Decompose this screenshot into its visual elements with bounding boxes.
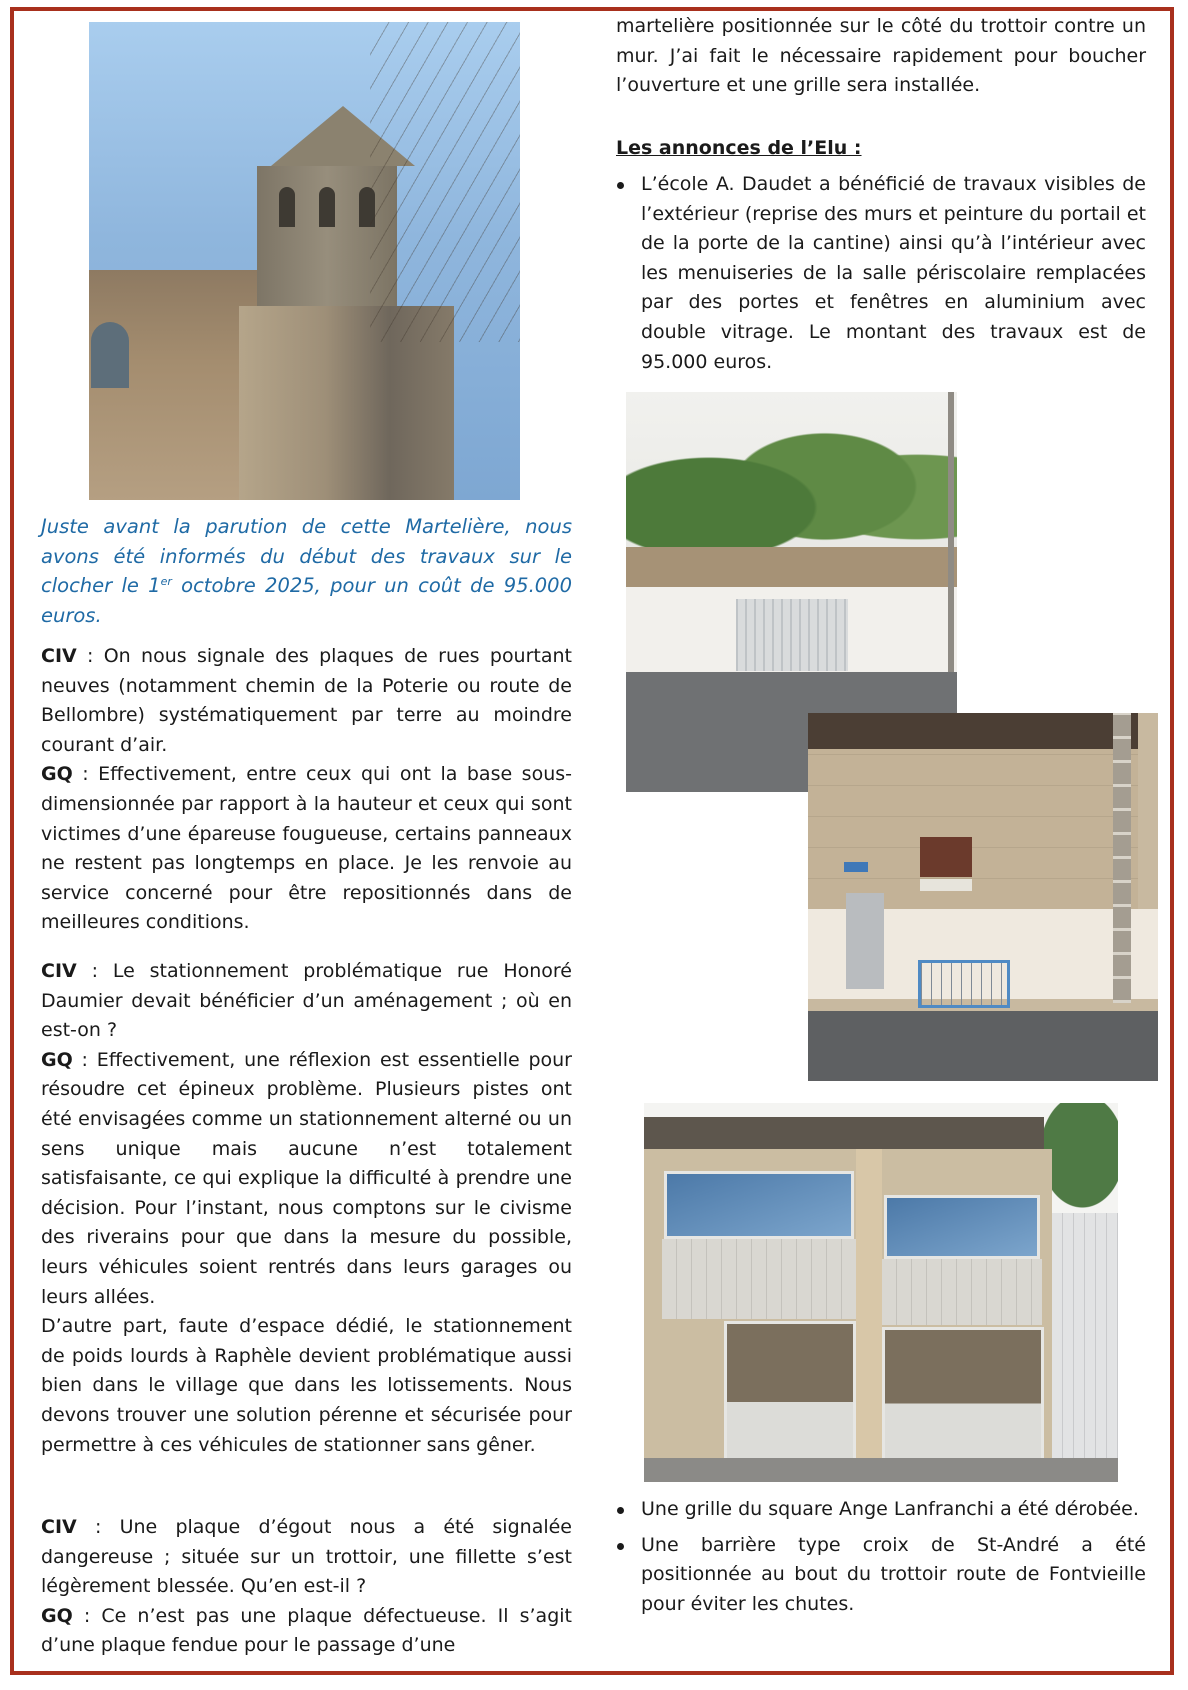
announcement-item: Une barrière type croix de St-André a été positionnée au bout du trottoir route de Fontvieille pour éviter les chutes. [616, 1531, 1146, 1620]
clocher-works-note [41, 512, 572, 630]
question-paragraph [41, 957, 572, 1046]
grey-door [846, 893, 884, 989]
blue-barrier [918, 960, 1010, 1008]
periscolaire-room-photo [644, 1103, 1118, 1482]
belfry-opening [279, 187, 295, 227]
note-text-end: octobre 2025, pour un coût de 95.000 euros. [41, 574, 572, 627]
announcements-list-top [616, 170, 1146, 377]
metal-shed [1052, 1213, 1118, 1473]
cladding-panel [662, 1239, 856, 1319]
announcement-item: L’école A. Daudet a bénéficié de travaux visibles de l’extérieur (reprise des murs et peinture du portail et de la porte de la cantine) ainsi qu’à l’intérieur avec les menuiseries de la salle périscolaire remplacées par des portes et fenêtres en aluminium avec double vitrage. Le montant des travaux est de 95.000 euros. [616, 170, 1146, 377]
announcement-item: Une grille du square Ange Lanfranchi a été dérobée. [616, 1495, 1146, 1525]
answer-text: : Ce n’est pas une plaque défectueuse. Il s’agit d’une plaque fendue pour le passage d’une [41, 1604, 572, 1657]
speaker-gq: GQ [41, 1048, 73, 1071]
wooden-roof-edge [808, 713, 1138, 749]
street [808, 1011, 1158, 1081]
stone-pillar [856, 1149, 882, 1469]
lower-glazing [724, 1321, 856, 1469]
speaker-gq: GQ [41, 763, 73, 786]
answer-paragraph [41, 1046, 572, 1312]
announcements-list-bottom [616, 1495, 1146, 1619]
announcements-heading: Les annonces de l’Elu : [616, 137, 862, 159]
speaker-civ: CIV [41, 1516, 77, 1538]
church-window [91, 322, 129, 388]
concrete-pole [1113, 713, 1131, 1003]
church-bell-tower-photo [89, 22, 520, 500]
upper-window [884, 1195, 1040, 1259]
exchange-street-signs [41, 642, 572, 938]
question-paragraph [41, 1513, 572, 1602]
speaker-gq: GQ [41, 1604, 73, 1627]
question-text: : On nous signale des plaques de rues pourtant neuves (notamment chemin de la Poterie ou route de Bellombre) systématiquement par terre au moindre courant d’air. [41, 645, 572, 756]
answer-text: : Effectivement, entre ceux qui ont la base sous-dimensionnée par rapport à la hauteur et ceux qui sont victimes d’une épareuse fougueuse, certains panneaux ne restent pas longtemps en place. Je les renvoie au service concerné pour être repositionnés dans de meilleures conditions. [41, 763, 572, 934]
question-text: : Une plaque d’égout nous a été signalée dangereuse ; située sur un trottoir, une fillette s’est légèrement blessée. Qu’en est-il ? [41, 1516, 572, 1598]
speaker-civ: CIV [41, 960, 77, 982]
cladding-panel [882, 1259, 1042, 1325]
answer-text: : Effectivement, une réflexion est essentielle pour résoudre cet épineux problème. Plusieurs pistes ont été envisagées comme un stationnement alterné ou un sens unique mais aucune n’est totalement satisfaisante, ce qui explique la difficulté à prendre une décision. Pour l’instant, nous comptons sur le civisme des riverains pour que dans la mesure du possible, leurs véhicules soient rentrés dans leurs garages ou leurs allées. [41, 1048, 572, 1308]
question-paragraph [41, 642, 572, 760]
street-name-plate [844, 862, 868, 872]
answer-paragraph [41, 760, 572, 938]
exchange-parking [41, 957, 572, 1460]
street-wall-photo [808, 713, 1158, 1081]
answer-paragraph [41, 1602, 572, 1661]
question-text: : Le stationnement problématique rue Honoré Daumier devait bénéficier d’un aménagement ; où en est-on ? [41, 960, 572, 1042]
ordinal-suffix: er [160, 575, 172, 589]
note-text: Juste avant la parution de cette Martelière, nous avons été informés du début des travaux sur le clocher le 1 [41, 515, 572, 598]
stone-wall [808, 749, 1138, 909]
answer-continuation: D’autre part, faute d’espace dédié, le stationnement de poids lourds à Raphèle devient problématique aussi bien dans le village que dans les lotissements. Nous devons trouver une solution pérenne et sécurisée pour permettre à ces véhicules de stationner sans gêner. [41, 1315, 572, 1456]
belfry-opening [319, 187, 335, 227]
upper-window [664, 1171, 854, 1239]
tree-branches [370, 22, 520, 342]
speaker-civ: CIV [41, 645, 77, 667]
previous-answer-continuation: martelière positionnée sur le côté du trottoir contre un mur. J’ai fait le nécessaire rapidement pour boucher l’ouverture et une grille sera installée. [616, 15, 1146, 97]
ground [644, 1458, 1118, 1482]
direction-sign-white [920, 879, 972, 891]
utility-pole [948, 392, 954, 672]
school-gate [736, 599, 848, 671]
lower-glazing-doors [882, 1327, 1044, 1467]
direction-sign [920, 837, 972, 877]
exchange-manhole [41, 1513, 572, 1661]
